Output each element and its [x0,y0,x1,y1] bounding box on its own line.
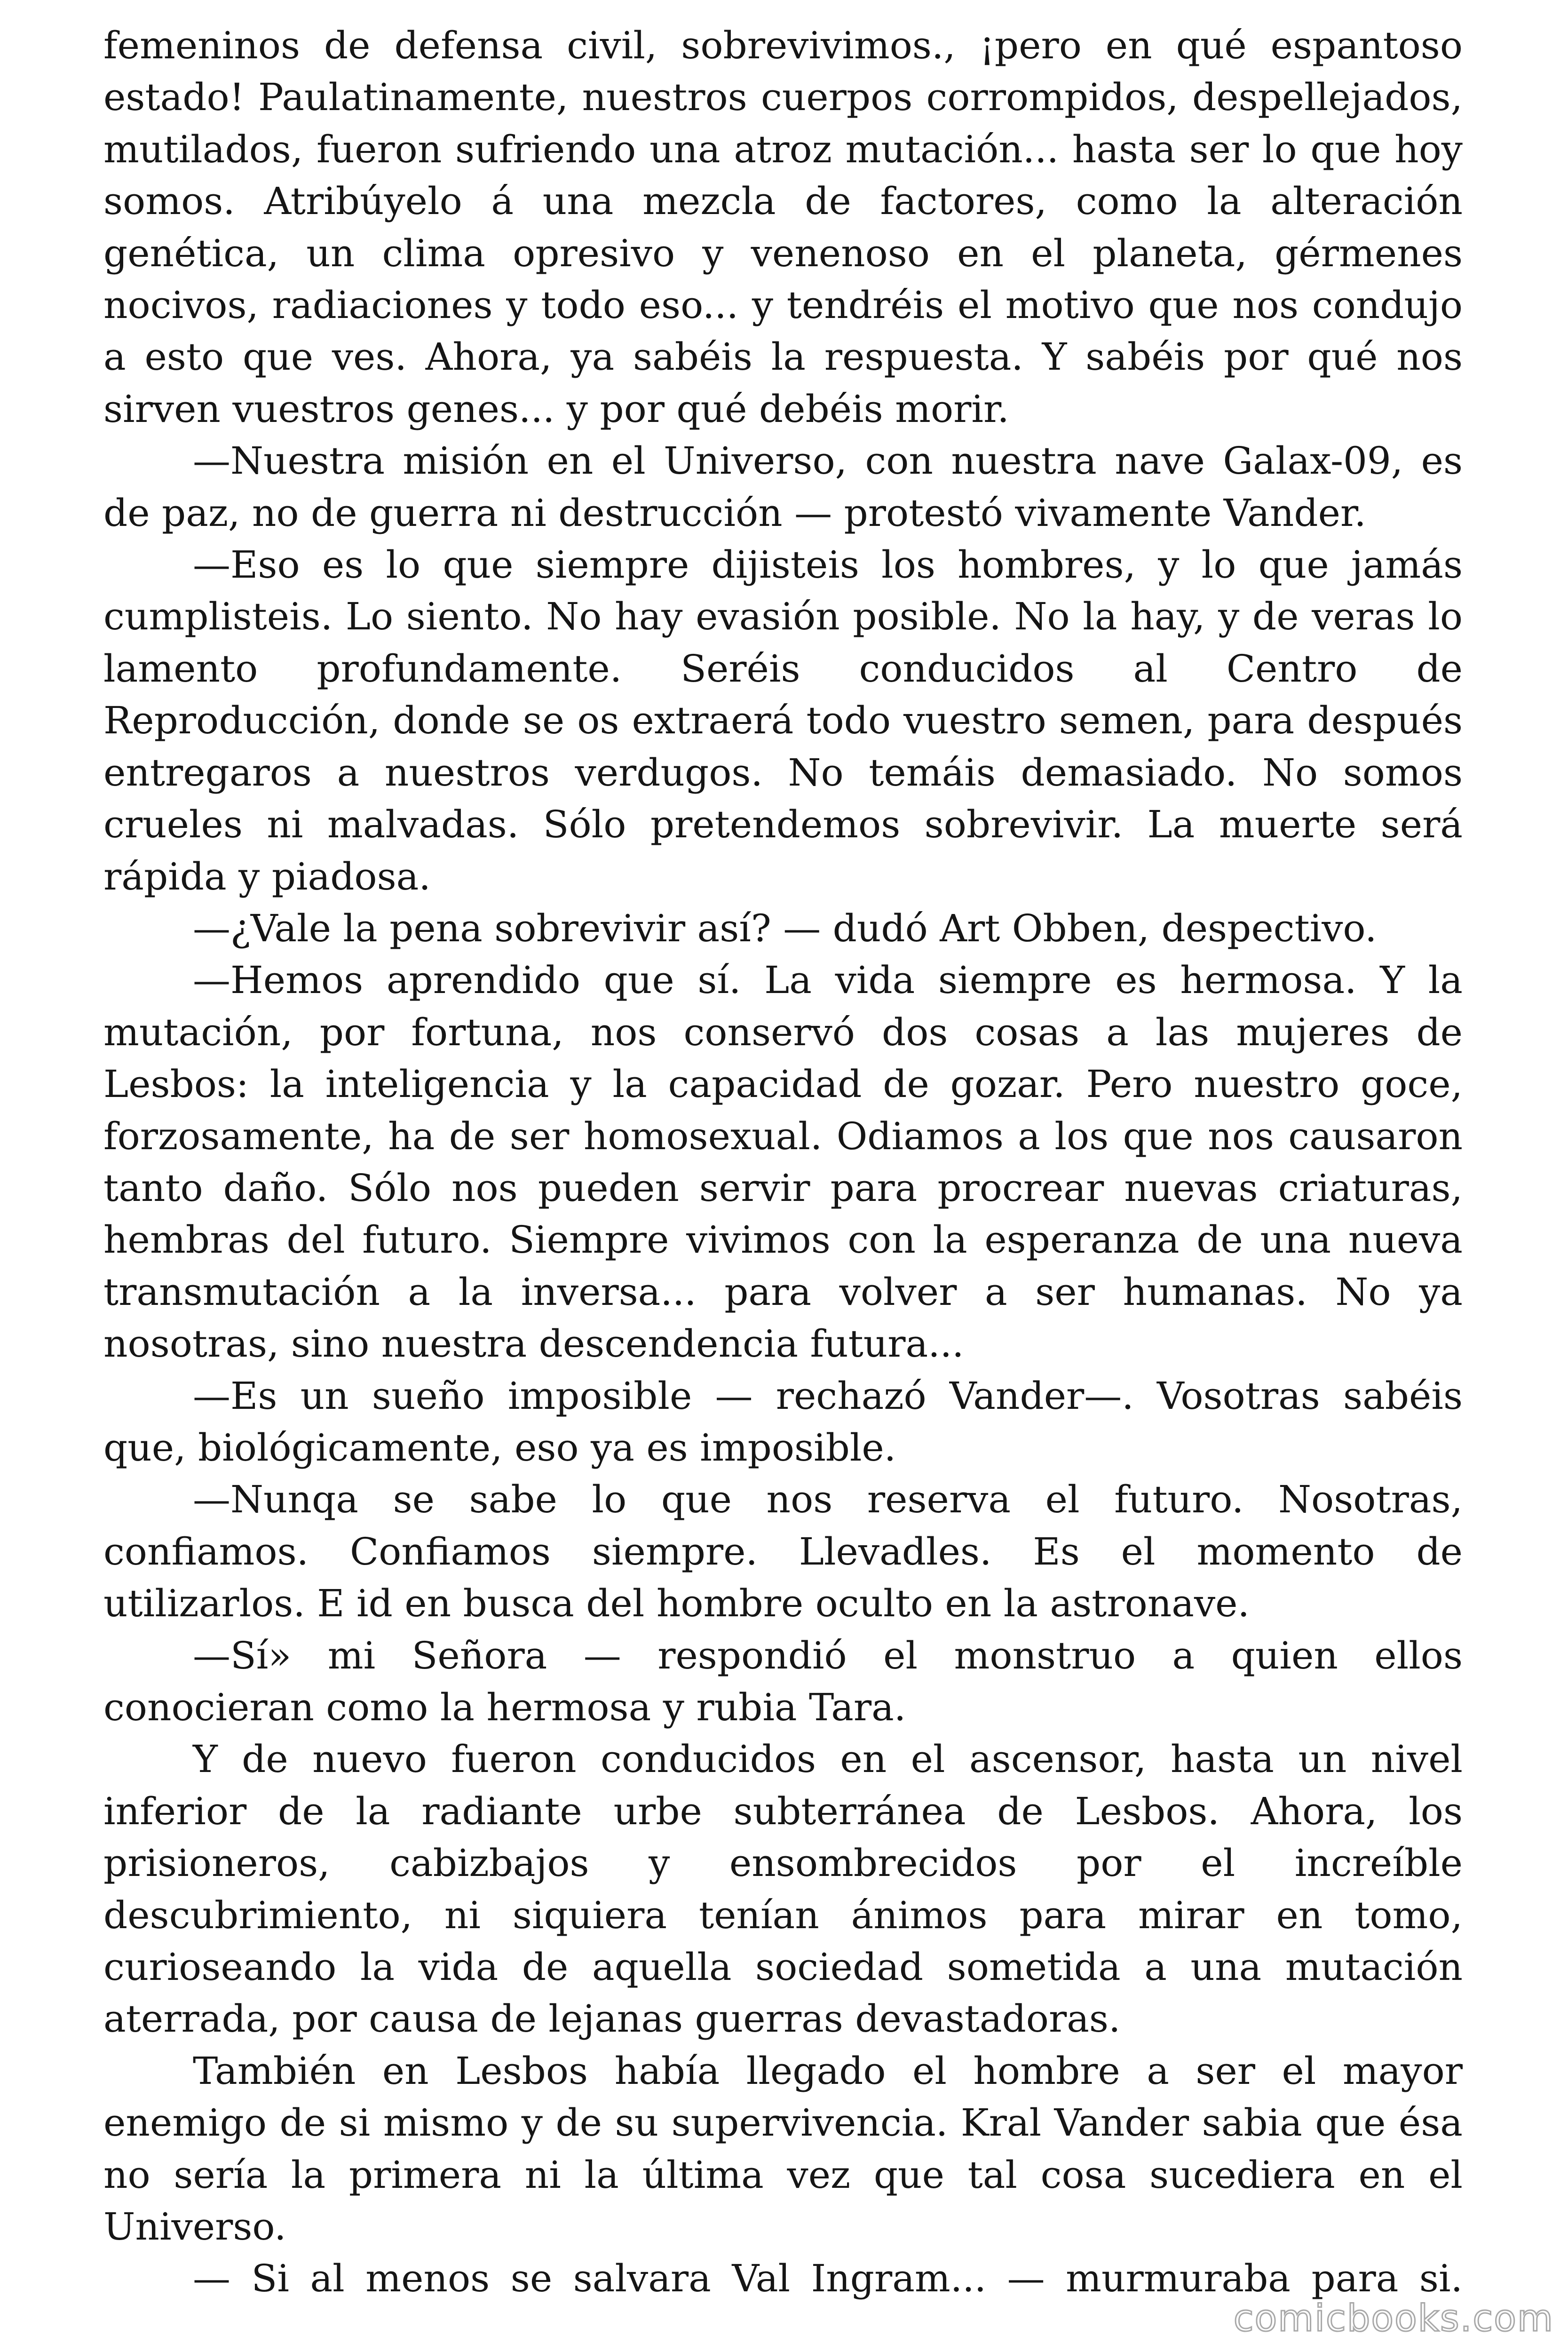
paragraph-7: —Nunqa se sabe lo que nos reserva el futuro. Nosotras, confiamos. Confiamos siempre. Llevadles. Es el momento de utilizarlos. E id en busca del hombre oculto en la astronave. [103,1478,1463,1626]
paragraph-9: Y de nuevo fueron conducidos en el ascensor, hasta un nivel inferior de la radiante urbe subterránea de Lesbos. Ahora, los prisioneros, cabizbajos y ensombrecidos por el increíble descubrimiento, ni siquiera tenían ánimos para mirar en tomo, curioseando la vida de aquella sociedad sometida a una mutación aterrada, por causa de lejanas guerras devastadoras. [103,1737,1463,2041]
paragraph-6: —Es un sueño imposible — rechazó Vander—. Vosotras sabéis que, biológicamente, eso ya es imposible. [103,1374,1463,1470]
watermark: comicbooks.com [1233,2297,1554,2340]
paragraph-10: También en Lesbos había llegado el hombre a ser el mayor enemigo de si mismo y de su supervivencia. Kral Vander sabia que ésa no sería la primera ni la última vez que tal cosa sucediera en el Universo. [103,2049,1463,2249]
paragraph-8: —Sí» mi Señora — respondió el monstruo a quien ellos conocieran como la hermosa y rubia Tara. [103,1633,1463,1729]
paragraph-4: —¿Vale la pena sobrevivir así? — dudó Art Obben, despectivo. [193,906,1377,950]
paragraph-5: —Hemos aprendido que sí. La vida siempre es hermosa. Y la mutación, por fortuna, nos conservó dos cosas a las mujeres de Lesbos: la inteligencia y la capacidad de gozar. Pero nuestro goce, forzosamente, ha de ser homosexual. Odiamos a los que nos causaron tanto daño. Sólo nos pueden servir para procrear nuevas criaturas, hembras del futuro. Siempre vivimos con la esperanza de una nueva transmutación a la inversa... para volver a ser humanas. No ya nosotras, sino nuestra descendencia futura... [103,958,1463,1366]
paragraph-2: —Nuestra misión en el Universo, con nuestra nave Galax-09, es de paz, no de guerra ni destrucción — protestó vivamente Vander. [103,439,1463,535]
document-page [103,20,1463,2325]
paragraph-11: — Si al menos se salvara Val Ingram... — murmuraba para si. [193,2257,1463,2301]
paragraph-1: femeninos de defensa civil, sobrevivimos., ¡pero en qué espantoso estado! Paulatinamente, nuestros cuerpos corrompidos, despellejados, mutilados, fueron sufriendo una atroz mutación... hasta ser lo que hoy somos. Atribúyelo á una mezcla de factores, como la alteración genética, un clima opresivo y venenoso en el planeta, gérmenes nocivos, radiaciones y todo eso... y tendréis el motivo que nos condujo a esto que ves. Ahora, ya sabéis la respuesta. Y sabéis por qué nos sirven vuestros genes... y por qué debéis morir. [103,24,1463,431]
paragraph-3: —Eso es lo que siempre dijisteis los hombres, y lo que jamás cumplisteis. Lo siento. No hay evasión posible. No la hay, y de veras lo lamento profundamente. Seréis conducidos al Centro de Reproducción, donde se os extraerá todo vuestro semen, para después entregaros a nuestros verdugos. No temáis demasiado. No somos crueles ni malvadas. Sólo pretendemos sobrevivir. La muerte será rápida y piadosa. [103,543,1463,898]
